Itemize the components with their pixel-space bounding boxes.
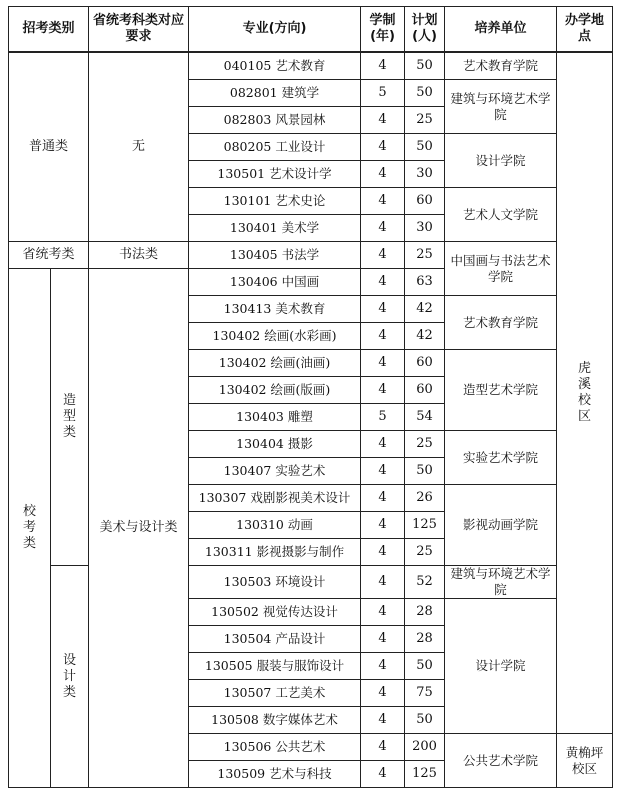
major-cell: 130504 产品设计 [189, 626, 361, 653]
years-cell: 4 [361, 350, 405, 377]
major-cell: 130502 视觉传达设计 [189, 599, 361, 626]
header-row [9, 7, 613, 53]
major-cell: 130101 艺术史论 [189, 188, 361, 215]
plan-cell: 60 [405, 188, 445, 215]
major-cell: 130509 艺术与科技 [189, 761, 361, 788]
major-cell: 130503 环境设计 [189, 566, 361, 599]
major-cell: 130501 艺术设计学 [189, 161, 361, 188]
years-cell: 4 [361, 431, 405, 458]
major-cell: 082801 建筑学 [189, 80, 361, 107]
category-modeling-text: 造型类 [62, 393, 76, 440]
unit-cell: 建筑与环境艺术学院 [445, 566, 557, 599]
years-cell: 4 [361, 296, 405, 323]
header-requirement: 省统考科类对应要求 [89, 7, 189, 53]
plan-cell: 42 [405, 296, 445, 323]
category-design-text: 设计类 [62, 652, 76, 700]
years-cell: 4 [361, 653, 405, 680]
unit-cell: 艺术人文学院 [445, 188, 557, 242]
unit-cell: 实验艺术学院 [445, 431, 557, 485]
major-cell: 130401 美术学 [189, 215, 361, 242]
major-cell: 040105 艺术教育 [189, 52, 361, 80]
major-cell: 130507 工艺美术 [189, 680, 361, 707]
major-cell: 130405 书法学 [189, 242, 361, 269]
major-cell: 130413 美术教育 [189, 296, 361, 323]
plan-cell: 52 [405, 566, 445, 599]
plan-cell: 26 [405, 485, 445, 512]
plan-cell: 63 [405, 269, 445, 296]
years-cell: 4 [361, 188, 405, 215]
plan-cell: 54 [405, 404, 445, 431]
plan-cell: 25 [405, 107, 445, 134]
major-cell: 130404 摄影 [189, 431, 361, 458]
category-design [51, 566, 89, 788]
plan-cell: 50 [405, 134, 445, 161]
years-cell: 4 [361, 761, 405, 788]
years-cell: 4 [361, 377, 405, 404]
plan-cell: 50 [405, 80, 445, 107]
category-general: 普通类 [9, 52, 89, 242]
table-row [9, 242, 613, 269]
campus-huxi [557, 52, 613, 734]
category-school-text: 校考类 [22, 504, 36, 551]
years-cell: 4 [361, 485, 405, 512]
major-cell: 130310 动画 [189, 512, 361, 539]
plan-cell: 125 [405, 512, 445, 539]
years-cell: 4 [361, 734, 405, 761]
category-modeling [51, 269, 89, 566]
years-cell: 4 [361, 52, 405, 80]
years-cell: 4 [361, 599, 405, 626]
unit-cell: 中国画与书法艺术学院 [445, 242, 557, 296]
years-cell: 4 [361, 626, 405, 653]
plan-cell: 200 [405, 734, 445, 761]
requirement-calligraphy: 书法类 [89, 242, 189, 269]
enrollment-table [8, 6, 613, 788]
header-years: 学制(年) [361, 7, 405, 53]
header-unit: 培养单位 [445, 7, 557, 53]
header-plan: 计划(人) [405, 7, 445, 53]
years-cell: 4 [361, 242, 405, 269]
years-cell: 4 [361, 458, 405, 485]
category-school [9, 269, 51, 788]
plan-cell: 25 [405, 431, 445, 458]
plan-cell: 50 [405, 707, 445, 734]
major-cell: 130508 数字媒体艺术 [189, 707, 361, 734]
years-cell: 4 [361, 269, 405, 296]
years-cell: 4 [361, 323, 405, 350]
plan-cell: 25 [405, 539, 445, 566]
table-row [9, 52, 613, 80]
years-cell: 5 [361, 80, 405, 107]
unit-cell: 造型艺术学院 [445, 350, 557, 431]
plan-cell: 30 [405, 215, 445, 242]
years-cell: 4 [361, 134, 405, 161]
plan-cell: 50 [405, 653, 445, 680]
plan-cell: 42 [405, 323, 445, 350]
unit-cell: 艺术教育学院 [445, 296, 557, 350]
years-cell: 4 [361, 680, 405, 707]
plan-cell: 60 [405, 350, 445, 377]
header-campus: 办学地点 [557, 7, 613, 53]
years-cell: 4 [361, 707, 405, 734]
plan-cell: 25 [405, 242, 445, 269]
unit-cell: 设计学院 [445, 134, 557, 188]
major-cell: 130506 公共艺术 [189, 734, 361, 761]
years-cell: 4 [361, 512, 405, 539]
campus-huxi-text: 虎溪校区 [578, 361, 592, 424]
requirement-fine-arts-design: 美术与设计类 [89, 269, 189, 788]
plan-cell: 60 [405, 377, 445, 404]
major-cell: 130402 绘画(水彩画) [189, 323, 361, 350]
major-cell: 130402 绘画(油画) [189, 350, 361, 377]
major-cell: 130407 实验艺术 [189, 458, 361, 485]
plan-cell: 30 [405, 161, 445, 188]
header-major: 专业(方向) [189, 7, 361, 53]
major-cell: 080205 工业设计 [189, 134, 361, 161]
category-provincial: 省统考类 [9, 242, 89, 269]
years-cell: 5 [361, 404, 405, 431]
years-cell: 4 [361, 107, 405, 134]
years-cell: 4 [361, 566, 405, 599]
unit-cell: 建筑与环境艺术学院 [445, 80, 557, 134]
years-cell: 4 [361, 161, 405, 188]
years-cell: 4 [361, 539, 405, 566]
plan-cell: 50 [405, 52, 445, 80]
campus-huangjueping: 黄桷坪校区 [557, 734, 613, 788]
plan-cell: 28 [405, 626, 445, 653]
major-cell: 130402 绘画(版画) [189, 377, 361, 404]
unit-cell: 公共艺术学院 [445, 734, 557, 788]
unit-cell: 设计学院 [445, 599, 557, 734]
plan-cell: 28 [405, 599, 445, 626]
major-cell: 130311 影视摄影与制作 [189, 539, 361, 566]
years-cell: 4 [361, 215, 405, 242]
unit-cell: 影视动画学院 [445, 485, 557, 566]
plan-cell: 50 [405, 458, 445, 485]
unit-cell: 艺术教育学院 [445, 52, 557, 80]
major-cell: 130406 中国画 [189, 269, 361, 296]
major-cell: 130505 服装与服饰设计 [189, 653, 361, 680]
requirement-none: 无 [89, 52, 189, 242]
major-cell: 082803 风景园林 [189, 107, 361, 134]
plan-cell: 75 [405, 680, 445, 707]
major-cell: 130307 戏剧影视美术设计 [189, 485, 361, 512]
header-category: 招考类别 [9, 7, 89, 53]
plan-cell: 125 [405, 761, 445, 788]
major-cell: 130403 雕塑 [189, 404, 361, 431]
